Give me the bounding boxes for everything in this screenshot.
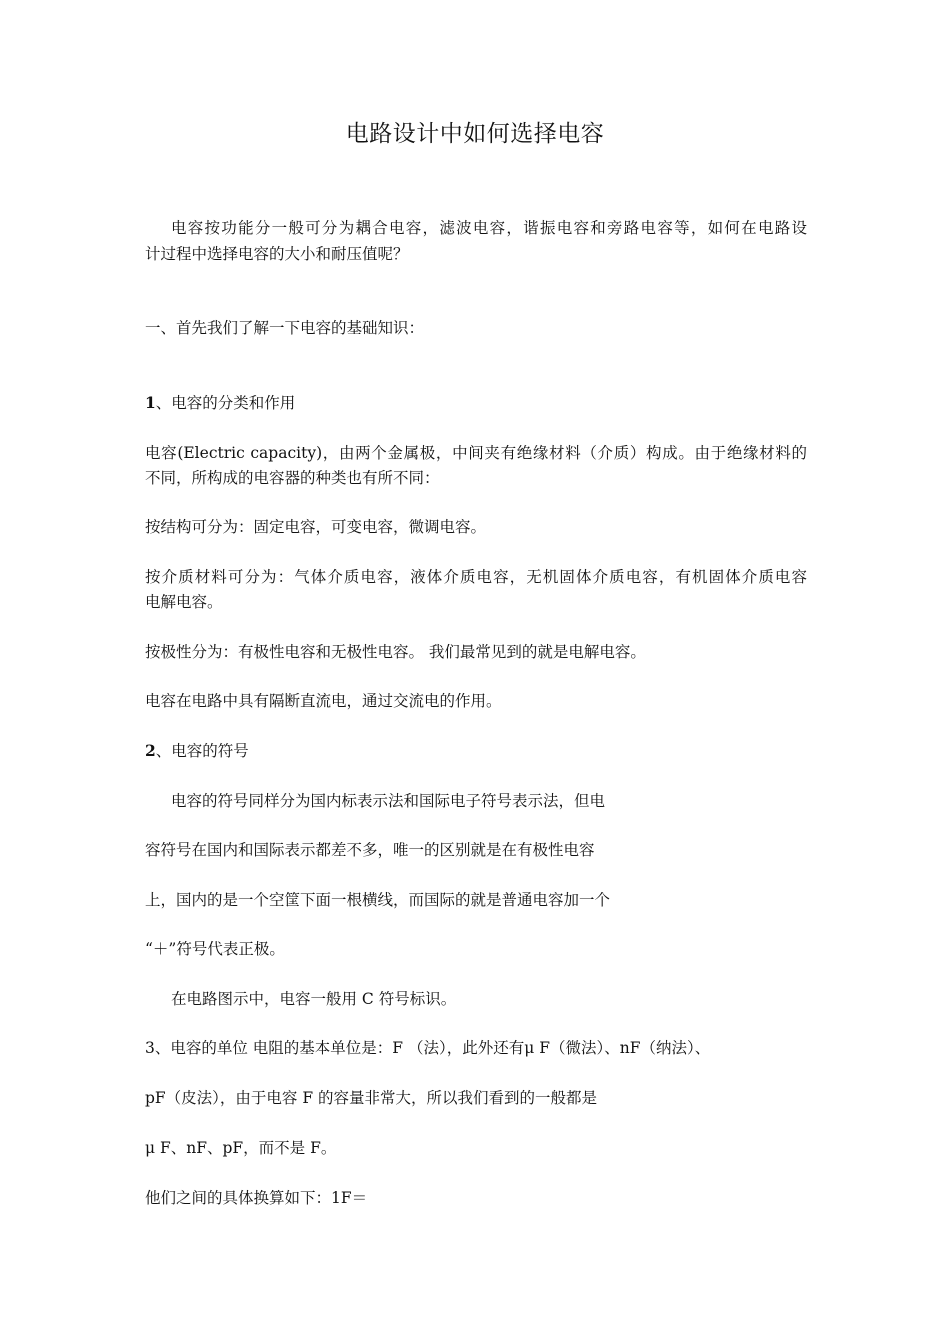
section-1-heading: 一、首先我们了解一下电容的基础知识：: [145, 319, 425, 337]
subsection-1-heading: [145, 391, 295, 415]
unit-line-1: 3、电容的单位 电阻的基本单位是：F （法），此外还有μ F（微法）、nF（纳法）、: [145, 1039, 711, 1057]
unit-line-3: μ F、nF、pF，而不是 F。: [145, 1139, 337, 1157]
definition-line-2: 不同，所构成的电容器的种类也有所不同：: [145, 469, 440, 487]
document-title: 电路设计中如何选择电容: [345, 121, 605, 147]
medium-classification-line-2: 电解电容。: [145, 593, 223, 611]
structure-classification: 按结构可分为：固定电容，可变电容，微调电容。: [145, 518, 487, 536]
unit-line-2: pF（皮法），由于电容 F 的容量非常大，所以我们看到的一般都是: [145, 1089, 598, 1107]
subsection-1-number: 1: [145, 393, 156, 412]
symbol-line-4: “＋”符号代表正极。: [145, 940, 285, 958]
intro-line-1: 电容按功能分一般可分为耦合电容，滤波电容，谐振电容和旁路电容等，如何在电路设: [171, 219, 807, 237]
subsection-2-number: 2: [145, 741, 156, 760]
symbol-line-2: 容符号在国内和国际表示都差不多，唯一的区别就是在有极性电容: [145, 841, 595, 859]
definition-line-1: 电容(Electric capacity)，由两个金属极，中间夹有绝缘材料（介质）构成。由于绝缘材料的: [145, 444, 807, 462]
subsection-2-text: 、电容的符号: [155, 742, 249, 760]
symbol-line-3: 上，国内的是一个空筐下面一根横线，而国际的就是普通电容加一个: [145, 891, 611, 909]
subsection-1-text: 、电容的分类和作用: [155, 394, 296, 412]
intro-line-2: 计过程中选择电容的大小和耐压值呢？: [145, 245, 409, 263]
unit-line-4: 他们之间的具体换算如下：1F＝: [145, 1189, 368, 1207]
medium-classification-line-1: 按介质材料可分为：气体介质电容，液体介质电容，无机固体介质电容，有机固体介质电容: [145, 568, 807, 586]
symbol-c-note: 在电路图示中，电容一般用 C 符号标识。: [171, 990, 457, 1008]
polarity-classification: 按极性分为：有极性电容和无极性电容。 我们最常见到的就是电解电容。: [145, 643, 646, 661]
subsection-2-heading: [145, 739, 249, 763]
symbol-line-1: 电容的符号同样分为国内标表示法和国际电子符号表示法，但电: [171, 792, 606, 810]
capacitor-function: 电容在电路中具有隔断直流电，通过交流电的作用。: [145, 692, 502, 710]
